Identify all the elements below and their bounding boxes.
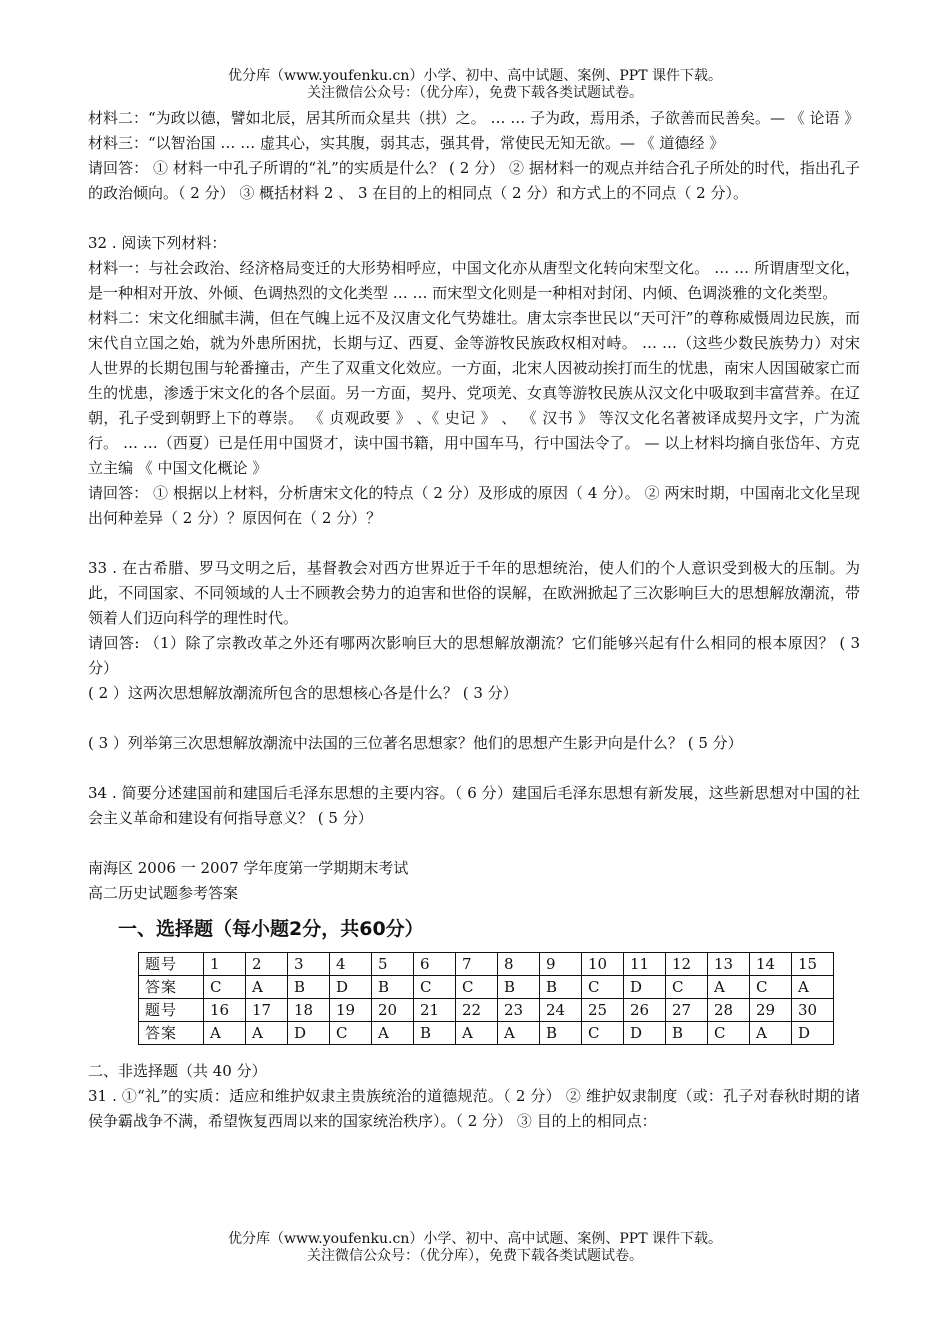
page-footer: [0, 1231, 950, 1265]
question-number: 5: [372, 953, 414, 976]
answer-cell: A: [204, 1022, 246, 1045]
row-label: 题号: [139, 953, 204, 976]
q31-material-3: 材料三：“以智治国 … … 虚其心，实其腹，弱其志，强其骨，常使民无知无欲。— 《 道德经 》: [88, 134, 725, 152]
question-number: 9: [540, 953, 582, 976]
q33-question-2: ( 2 ）这两次思想解放潮流所包含的思想核心各是什么？ ( 3 分）: [88, 684, 518, 702]
question-number: 27: [666, 999, 708, 1022]
question-number: 22: [456, 999, 498, 1022]
table-row: [139, 953, 834, 976]
question-number: 3: [288, 953, 330, 976]
question-number: 16: [204, 999, 246, 1022]
question-number: 25: [582, 999, 624, 1022]
question-number: 23: [498, 999, 540, 1022]
question-number: 6: [414, 953, 456, 976]
header-line-2: 关注微信公众号：（优分库），免费下载各类试题试卷。: [307, 85, 643, 101]
q33-intro: 33 . 在古希腊、罗马文明之后，基督教会对西方世界近于千年的思想统治，使人们的个人意识受到极大的压制。为此，不同国家、不同领域的人士不顾教会势力的迫害和世俗的误解，在欧洲掀起了三次影响巨大的思想解放潮流，带领着人们迈向科学的理性时代。: [88, 559, 860, 627]
answer-subtitle: 高二历史试题参考答案: [88, 884, 239, 902]
question-number: 10: [582, 953, 624, 976]
question-number: 1: [204, 953, 246, 976]
answer-cell: A: [456, 1022, 498, 1045]
answer-cell: A: [708, 976, 750, 999]
answer-31: 31 . ①“礼”的实质：适应和维护奴隶主贵族统治的道德规范。（ 2 分） ② 维护奴隶制度（或：孔子对春秋时期的诸侯争霸战争不满，希望恢复西周以来的国家统治秩序）。（ 2 分） ③ 目的上的相同点：: [88, 1087, 860, 1130]
answer-cell: B: [498, 976, 540, 999]
section-2-title: 二、非选择题（共 40 分）: [88, 1062, 267, 1080]
question-number: 30: [792, 999, 834, 1022]
q31-material-2: 材料二：“为政以德，譬如北辰，居其所而众星共（拱）之。 … … 子为政，焉用杀，子欲善而民善矣。— 《 论语 》: [88, 109, 860, 127]
answer-cell: B: [666, 1022, 708, 1045]
answer-cell: A: [750, 1022, 792, 1045]
table-row: [139, 1022, 834, 1045]
question-number: 2: [246, 953, 288, 976]
answer-table: [138, 952, 834, 1045]
q32-question: 请回答： ① 根据以上材料，分析唐宋文化的特点（ 2 分）及形成的原因（ 4 分）。 ② 两宋时期，中国南北文化呈现出何种差异（ 2 分）？原因何在（ 2 分）？: [88, 484, 860, 527]
question-number: 15: [792, 953, 834, 976]
answer-cell: C: [330, 1022, 372, 1045]
answer-cell: A: [498, 1022, 540, 1045]
answer-cell: D: [624, 1022, 666, 1045]
question-number: 13: [708, 953, 750, 976]
answer-cell: D: [792, 1022, 834, 1045]
answer-cell: A: [246, 1022, 288, 1045]
q32-material-1: 材料一：与社会政治、经济格局变迁的大形势相呼应，中国文化亦从唐型文化转向宋型文化。 … … 所谓唐型文化，是一种相对开放、外倾、色调热烈的文化类型 … … 而宋型文化则是一种相对封闭、内倾、色调淡雅的文化类型。: [88, 259, 860, 302]
question-number: 28: [708, 999, 750, 1022]
question-number: 17: [246, 999, 288, 1022]
answer-cell: C: [750, 976, 792, 999]
question-number: 24: [540, 999, 582, 1022]
answer-cell: C: [666, 976, 708, 999]
row-label: 答案: [139, 976, 204, 999]
table-row: [139, 976, 834, 999]
table-row: [139, 999, 834, 1022]
answer-cell: B: [540, 1022, 582, 1045]
answer-cell: C: [708, 1022, 750, 1045]
question-number: 20: [372, 999, 414, 1022]
question-number: 21: [414, 999, 456, 1022]
page-content: [88, 106, 860, 1134]
answer-cell: C: [456, 976, 498, 999]
answer-cell: B: [540, 976, 582, 999]
answer-cell: B: [372, 976, 414, 999]
page-header: [0, 68, 950, 102]
row-label: 题号: [139, 999, 204, 1022]
answer-cell: A: [792, 976, 834, 999]
answer-cell: D: [288, 1022, 330, 1045]
question-number: 18: [288, 999, 330, 1022]
answer-cell: B: [414, 1022, 456, 1045]
question-number: 12: [666, 953, 708, 976]
answer-cell: B: [288, 976, 330, 999]
answer-cell: A: [372, 1022, 414, 1045]
question-number: 8: [498, 953, 540, 976]
question-number: 4: [330, 953, 372, 976]
answer-cell: C: [414, 976, 456, 999]
q31-question: 请回答： ① 材料一中孔子所谓的“礼”的实质是什么？ ( 2 分） ② 据材料一的观点并结合孔子所处的时代，指出孔子的政治倾向。（ 2 分） ③ 概括材料 2 、 3 在目的上的相同点（ 2 分）和方式上的不同点（ 2 分）。: [88, 159, 860, 202]
section-1-title: 一、选择题（每小题2分，共60分）: [118, 918, 424, 940]
question-number: 26: [624, 999, 666, 1022]
q32-title: 32 . 阅读下列材料：: [88, 234, 227, 252]
answer-cell: D: [330, 976, 372, 999]
question-number: 7: [456, 953, 498, 976]
q33-question-3: ( 3 ）列举第三次思想解放潮流中法国的三位著名思想家？他们的思想产生影尹向是什么？ ( 5 分）: [88, 734, 743, 752]
answer-cell: C: [582, 976, 624, 999]
answer-cell: C: [204, 976, 246, 999]
footer-line-1: 优分库（www.youfenku.cn）小学、初中、高中试题、案例、PPT 课件下载。: [227, 1231, 722, 1247]
question-number: 11: [624, 953, 666, 976]
row-label: 答案: [139, 1022, 204, 1045]
answer-exam-title: 南海区 2006 一 2007 学年度第一学期期末考试: [88, 859, 409, 877]
q34-text: 34 . 简要分述建国前和建国后毛泽东思想的主要内容。（ 6 分）建国后毛泽东思想有新发展，这些新思想对中国的社会主义革命和建设有何指导意义？ ( 5 分）: [88, 784, 860, 827]
q32-material-2: 材料二：宋文化细腻丰满，但在气魄上远不及汉唐文化气势雄壮。唐太宗李世民以“天可汗”的尊称威慑周边民族，而宋代自立国之始，就为外患所困扰，长期与辽、西夏、金等游牧民族政权相对峙。 … …（这些少数民族势力）对宋人世界的长期包围与轮番撞击，产生了双重文化效应。一方面，北宋人因被动挨打而生的忧患，南宋人因国破家亡而生的忧患，渗透于宋文化的各个层面。另一方面，契丹、党项羌、女真等游牧民族从汉文化中吸取到丰富营养。在辽朝，孔子受到朝野上下的尊崇。 《 贞观政要 》 、《 史记 》 、 《 汉书 》 等汉文化名著被译成契丹文字，广为流行。 … …（西夏）已是任用中国贤才，读中国书籍，用中国车马，行中国法令了。 — 以上材料均摘自张岱年、方克立主编 《 中国文化概论 》: [88, 309, 860, 477]
answer-cell: D: [624, 976, 666, 999]
answer-cell: C: [582, 1022, 624, 1045]
q33-question-1: 请回答: （1）除了宗教改革之外还有哪两次影响巨大的思想解放潮流？它们能够兴起有什么相同的根本原因？ ( 3 分）: [88, 634, 860, 677]
question-number: 14: [750, 953, 792, 976]
footer-line-2: 关注微信公众号：（优分库），免费下载各类试题试卷。: [307, 1248, 643, 1264]
question-number: 29: [750, 999, 792, 1022]
question-number: 19: [330, 999, 372, 1022]
header-line-1: 优分库（www.youfenku.cn）小学、初中、高中试题、案例、PPT 课件下载。: [227, 68, 722, 84]
answer-cell: A: [246, 976, 288, 999]
